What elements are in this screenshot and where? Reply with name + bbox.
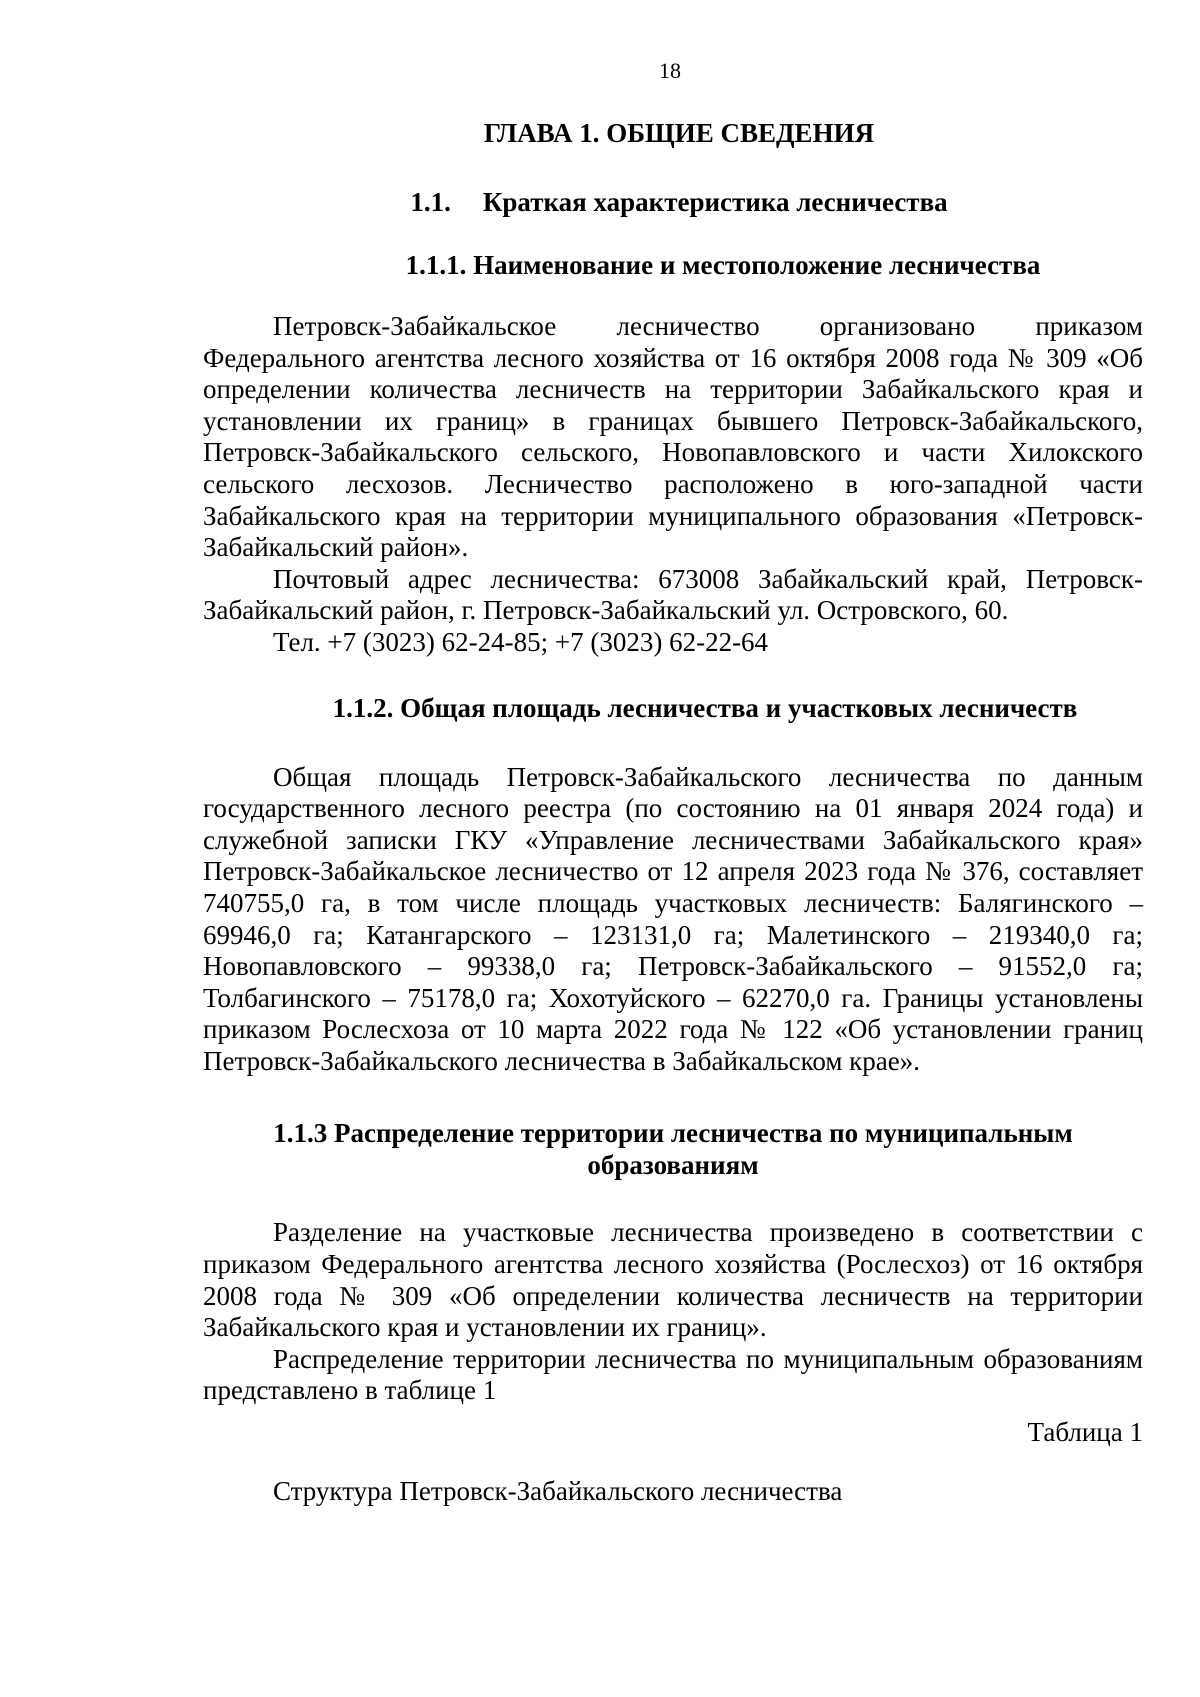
paragraph-distribution: Распределение территории лесничества по муниципальным образованиям представлено в таблице 1: [203, 1343, 1143, 1406]
section-1-1-1-heading: 1.1.1. Наименование и местоположение лесничества: [405, 250, 1041, 280]
section-1-1-heading: [203, 187, 1143, 218]
section-1-1-number: 1.1.: [410, 187, 451, 217]
section-1-1-3-title-line1: 1.1.3 Распределение территории лесничества по муниципальным: [273, 1118, 1073, 1149]
paragraph-postal-address: Почтовый адрес лесничества: 673008 Забайкальский край, Петровск-Забайкальский район, г. Петровск-Забайкальский ул. Островского, 60.: [203, 563, 1143, 626]
chapter-title: ГЛАВА 1. ОБЩИЕ СВЕДЕНИЯ: [483, 118, 875, 148]
paragraph-location: Петровск-Забайкальское лесничество организовано приказом Федерального агентства лесного хозяйства от 16 октября 2008 года № 309 «Об определении количества лесничеств на территории Забайкальского края и установлении их границ» в границах бывшего Петровск-Забайкальского, Петровск-Забайкальского сельского, Новопавловского и части Хилокского сельского лесхозов. Лесничество расположено в юго-западной части Забайкальского края на территории муниципального образования «Петровск-Забайкальский район».: [203, 311, 1143, 563]
paragraph-division: Разделение на участковые лесничества произведено в соответствии с приказом Федерального агентства лесного хозяйства (Рослесхоз) от 16 октября 2008 года № 309 «Об определении количества лесничеств на территории Забайкальского края и установлении их границ».: [203, 1217, 1143, 1343]
section-1-1-3-heading: [203, 1117, 1143, 1181]
table-label: Таблица 1: [1027, 1417, 1143, 1448]
section-1-1-3-title-line2: образованиям: [587, 1150, 759, 1181]
page-content: [203, 112, 1143, 1507]
paragraph-phone: Тел. +7 (3023) 62-24-85; +7 (3023) 62-22-64: [273, 626, 769, 657]
page-number: 18: [659, 58, 681, 83]
table-caption: Структура Петровск-Забайкальского лесничества: [273, 1476, 843, 1507]
paragraph-total-area: Общая площадь Петровск-Забайкальского лесничества по данным государственного лесного реестра (по состоянию на 01 января 2024 года) и служебной записки ГКУ «Управление лесничествами Забайкальского края» Петровск-Забайкальское лесничество от 12 апреля 2023 года № 376, составляет 740755,0 га, в том числе площадь участковых лесничеств: Балягинского – 69946,0 га; Катангарского – 123131,0 га; Малетинского – 219340,0 га; Новопавловского – 99338,0 га; Петровск-Забайкальского – 91552,0 га; Толбагинского – 75178,0 га; Хохотуйского – 62270,0 га. Границы установлены приказом Рослесхоза от 10 марта 2022 года № 122 «Об установлении границ Петровск-Забайкальского лесничества в Забайкальском крае».: [203, 761, 1143, 1076]
section-1-1-2-heading: 1.1.2. Общая площадь лесничества и участковых лесничеств: [332, 692, 1078, 723]
section-1-1-title: Краткая характеристика лесничества: [482, 187, 948, 217]
